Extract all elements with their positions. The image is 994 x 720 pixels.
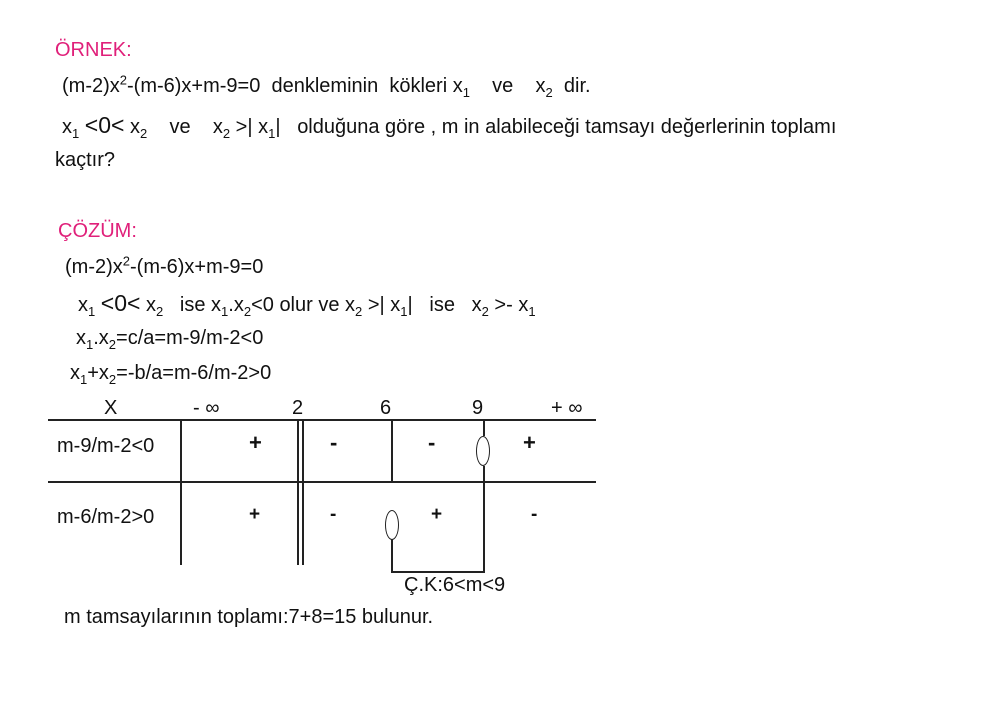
- open-endpoint-9: [476, 436, 490, 466]
- text-part: ve: [492, 75, 514, 97]
- subscript: 1: [72, 126, 80, 141]
- subscript: 2: [243, 304, 252, 319]
- solution-range: Ç.K:6<m<9: [404, 574, 506, 596]
- example-heading: ÖRNEK:: [55, 39, 132, 61]
- subscript: 1: [80, 372, 88, 387]
- conclusion-text: m tamsayılarının toplamı:7+8=15 bulunur.: [64, 606, 434, 628]
- example-equation-line: [62, 74, 591, 98]
- subscript: 2: [481, 304, 489, 319]
- table-line-9: [483, 466, 485, 572]
- inequality: <0<: [84, 112, 125, 138]
- table-line-2b: [302, 419, 304, 565]
- subscript: 1: [268, 126, 276, 141]
- text-part: |: [275, 116, 281, 138]
- subscript: 2: [140, 126, 148, 141]
- text-part: =c/a=m-9/m-2<0: [116, 327, 264, 349]
- text-part: ise: [429, 294, 455, 316]
- exponent: 2: [122, 253, 130, 269]
- subscript: 2: [222, 126, 231, 141]
- row2-sign-4: -: [531, 504, 538, 525]
- text-part: x: [78, 294, 88, 316]
- text-part: .x: [228, 294, 244, 316]
- table-line-6-top: [391, 419, 393, 481]
- example-condition-line: [62, 113, 836, 139]
- text-part: >| x: [235, 116, 269, 138]
- row1-sign-1: +: [249, 430, 262, 455]
- text-part: >| x: [367, 294, 401, 316]
- subscript: 2: [108, 372, 117, 387]
- text-part: denkleminin: [271, 75, 379, 97]
- row1-sign-2: -: [330, 430, 338, 455]
- subscript: 2: [108, 337, 117, 352]
- table-header-6: 6: [380, 397, 392, 419]
- text-part: x: [471, 294, 482, 316]
- text-part: <0 olur ve x: [251, 294, 356, 316]
- solution-equation-line: [65, 255, 263, 279]
- equation-part: -(m-6)x+m-9=0: [130, 256, 264, 278]
- table-line-9-top: [483, 419, 485, 436]
- subscript: 1: [221, 304, 229, 319]
- text-part: |: [407, 294, 413, 316]
- table-header-2: 2: [292, 397, 304, 419]
- row2-sign-3: +: [431, 504, 443, 525]
- text-part: x: [535, 75, 546, 97]
- equation-part: -(m-6)x+m-9=0: [127, 75, 261, 97]
- exponent: 2: [119, 72, 127, 88]
- example-question-line: kaçtır?: [55, 149, 116, 171]
- row1-sign-4: +: [523, 430, 536, 455]
- table-header-x: X: [104, 397, 118, 419]
- subscript: 2: [156, 304, 164, 319]
- subscript: 2: [545, 85, 553, 100]
- subscript: 2: [355, 304, 363, 319]
- text-part: olduğuna göre , m in alabileceği tamsayı değerlerinin toplamı: [297, 116, 837, 138]
- table-header-neg-inf: - ∞: [193, 397, 220, 419]
- solution-product-line: [76, 326, 263, 350]
- row2-sign-1: +: [249, 504, 261, 525]
- subscript: 1: [400, 304, 408, 319]
- row1-sign-3: -: [428, 430, 436, 455]
- table-header-9: 9: [472, 397, 484, 419]
- row2-sign-2: -: [330, 504, 337, 525]
- subscript: 1: [88, 304, 96, 319]
- text-part: >- x: [494, 294, 529, 316]
- inequality: <0<: [100, 290, 141, 316]
- row1-label: m-9/m-2<0: [57, 435, 155, 457]
- text-part: ise x: [179, 294, 222, 316]
- table-line-6-bottom: [391, 539, 393, 572]
- text-part: dir.: [563, 75, 591, 97]
- subscript: 1: [462, 85, 470, 100]
- table-line-2a: [297, 419, 299, 565]
- text-part: x: [62, 116, 72, 138]
- table-top-rule: [48, 419, 596, 421]
- text-part: x: [70, 362, 80, 384]
- equation-part: (m-2)x: [65, 256, 123, 278]
- equation-part: (m-2)x: [62, 75, 120, 97]
- solution-heading: ÇÖZÜM:: [58, 220, 137, 242]
- text-part: x: [146, 294, 157, 316]
- text-part: kökleri x: [389, 75, 463, 97]
- table-label-divider: [180, 419, 182, 565]
- text-part: ve: [169, 116, 191, 138]
- subscript: 1: [86, 337, 94, 352]
- row2-label: m-6/m-2>0: [57, 506, 155, 528]
- text-part: .x: [93, 327, 109, 349]
- solution-sum-line: [70, 361, 271, 385]
- text-part: +x: [87, 362, 109, 384]
- text-part: x: [212, 116, 223, 138]
- table-header-pos-inf: + ∞: [551, 397, 583, 419]
- solution-condition-line: [78, 291, 536, 317]
- subscript: 1: [528, 304, 536, 319]
- table-mid-rule: [48, 481, 596, 483]
- text-part: x: [76, 327, 86, 349]
- text-part: x: [130, 116, 141, 138]
- text-part: =-b/a=m-6/m-2>0: [116, 362, 272, 384]
- open-endpoint-6: [385, 510, 399, 540]
